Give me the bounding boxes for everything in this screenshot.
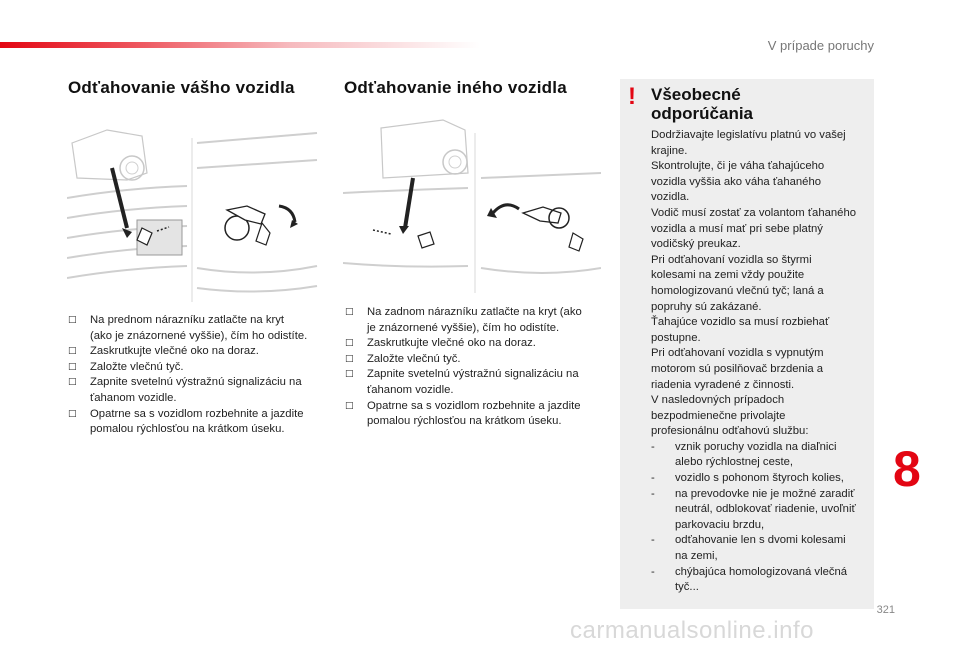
box-title: Všeobecné odporúčania [651,85,754,123]
list-item: □ Zapnite svetelnú výstražnú signalizáciu na ťahanom vozidle. [345,368,579,396]
bullet-square-icon: □ [345,369,354,380]
list-item: - vznik poruchy vozidla na diaľnici alebo rýchlostnej ceste, [651,440,837,469]
left-column-title: Odťahovanie vášho vozidla [68,78,295,97]
bullet-square-icon: □ [68,346,77,357]
list-item: □ Zaskrutkujte vlečné oko na doraz. [68,344,333,360]
tow-service-cases-list [651,440,873,596]
list-item: - na prevodovke nie je možné zaradiť neutrál, odblokovať riadenie, uvoľniť parkovaciu brzdu, [651,487,856,531]
list-item: - chýbajúca homologizovaná vlečná tyč... [651,565,848,594]
middle-column-title: Odťahovanie iného vozidla [344,78,567,97]
general-recommendations-box [620,79,874,609]
chapter-number: 8 [893,441,921,497]
page-number: 321 [876,604,895,616]
bullet-square-icon: □ [345,307,354,317]
list-item: □ Zapnite svetelnú výstražnú signalizáciu na ťahanom vozidle. [68,376,302,404]
section-header: V prípade poruchy [767,38,874,53]
list-item: □ Založte vlečnú tyč. [345,352,615,368]
list-item: □ Opatrne sa s vozidlom rozbehnite a jazdite pomalou rýchlosťou na krátkom úseku. [345,399,581,428]
rear-towing-illustration [343,118,601,293]
list-item: - odťahovanie len s dvomi kolesami na zemi, [651,534,846,563]
box-paragraph: Dodržiavajte legislatívu platnú vo vašej krajine. Skontrolujte, či je váha ťahajúceho vozidla vyššia ako váha ťahaného vozidla. Vodič musí zostať za volantom ťahaného vozidla a musí mať pri sebe platný vodičský preukaz. Pri odťahovaní vozidla so štyrmi kolesami na zemi vždy použite homologizovanú vlečnú tyč; laná a popruhy sú zakázané. Ťahajúce vozidlo sa musí rozbiehať postupne. Pri odťahovaní vozidla s vypnutým motorom sú posilňovač brzdenia a riadenia vyradené z činnosti. V nasledovných prípadoch bezpodmienečne privolajte profesionálnu odťahovú službu: [651,129,857,438]
middle-bullet-list [345,305,615,430]
list-item: - vozidlo s pohonom štyroch kolies, [651,472,844,485]
warning-exclamation-icon: ! [628,83,636,110]
list-item: □ Na prednom nárazníku zatlačte na kryt (ako je znázornené vyššie), čím ho odistíte. [68,314,308,342]
watermark: carmanualsonline.info [570,617,814,644]
list-item: □ Na zadnom nárazníku zatlačte na kryt (ako je znázornené vyššie), čím ho odistíte. [345,306,582,334]
left-bullet-list [68,313,333,438]
list-item: □ Založte vlečnú tyč. [68,360,333,376]
bullet-square-icon: □ [345,353,354,364]
box-body [651,128,873,596]
list-item: □ Zaskrutkujte vlečné oko na doraz. [345,336,615,352]
bullet-square-icon: □ [345,400,354,411]
front-towing-illustration [67,128,321,302]
bullet-square-icon: □ [68,408,77,419]
list-item: □ Opatrne sa s vozidlom rozbehnite a jazdite pomalou rýchlosťou na krátkom úseku. [68,407,304,436]
bullet-square-icon: □ [68,361,77,372]
bullet-square-icon: □ [68,377,77,388]
bullet-square-icon: □ [68,315,77,325]
bullet-square-icon: □ [345,338,354,349]
header-accent-bar [0,42,480,48]
